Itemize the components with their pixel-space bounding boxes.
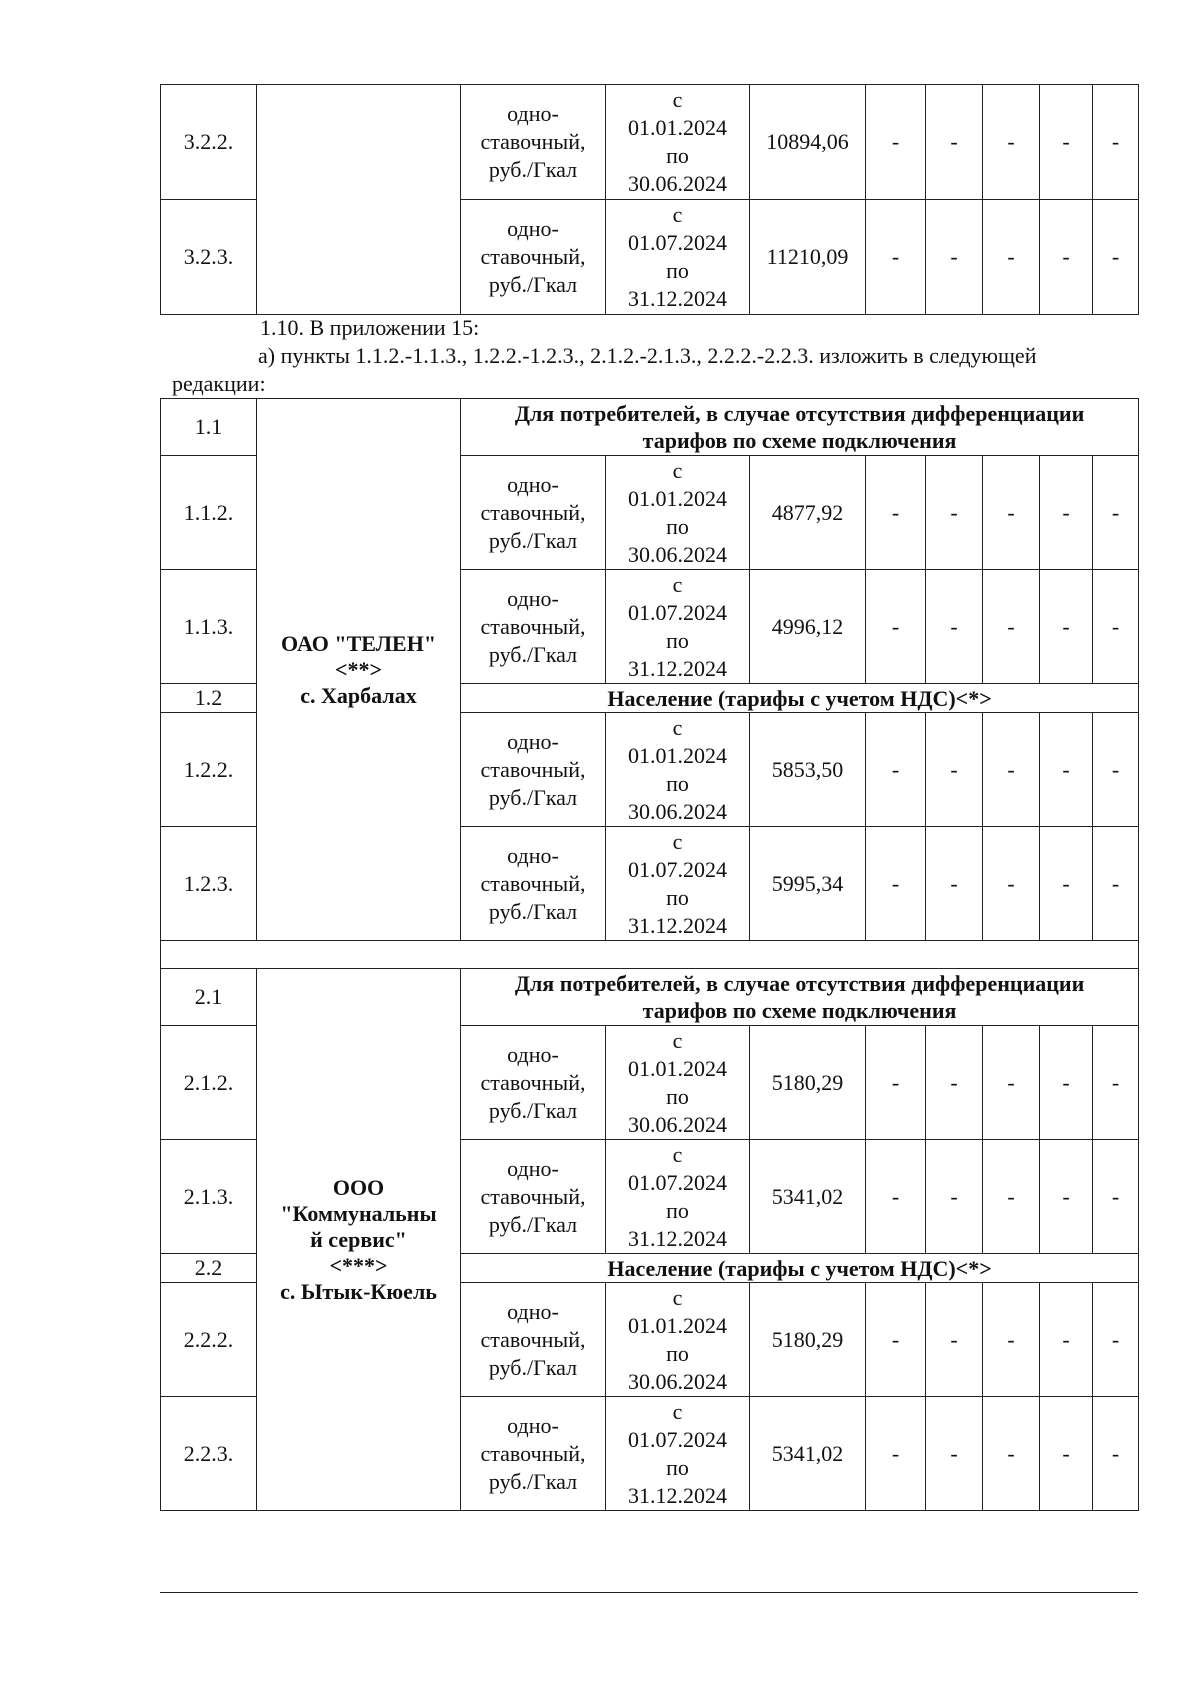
dash-cell: - bbox=[983, 200, 1040, 315]
section-title: Для потребителей, в случае отсутствия дифференциации тарифов по схеме подключения bbox=[461, 969, 1139, 1026]
tariff-value: 5180,29 bbox=[750, 1026, 866, 1140]
dash-cell: - bbox=[866, 713, 926, 827]
tariff-type: одно- ставочный, руб./Гкал bbox=[461, 1026, 606, 1140]
tariff-period: с 01.07.2024 по 31.12.2024 bbox=[606, 827, 750, 941]
tariff-value: 4877,92 bbox=[750, 456, 866, 570]
row-code: 1.2.2. bbox=[161, 713, 257, 827]
dash-cell: - bbox=[983, 1026, 1040, 1140]
dash-cell: - bbox=[926, 570, 983, 684]
dash-cell: - bbox=[983, 85, 1040, 200]
dash-cell: - bbox=[983, 456, 1040, 570]
dash-cell: - bbox=[866, 570, 926, 684]
tariff-period: с 01.07.2024 по 31.12.2024 bbox=[606, 200, 750, 315]
dash-cell: - bbox=[926, 1026, 983, 1140]
amendment-heading: 1.10. В приложении 15: bbox=[260, 315, 480, 340]
dash-cell: - bbox=[926, 200, 983, 315]
section-row bbox=[161, 399, 1139, 456]
section-code: 1.2 bbox=[161, 684, 257, 713]
dash-cell: - bbox=[1093, 456, 1139, 570]
table-row bbox=[161, 85, 1139, 200]
tariff-type: одно- ставочный, руб./Гкал bbox=[461, 1397, 606, 1511]
tariff-type: одно- ставочный, руб./Гкал bbox=[461, 456, 606, 570]
tariff-value: 5341,02 bbox=[750, 1397, 866, 1511]
dash-cell: - bbox=[1093, 713, 1139, 827]
spacer-row bbox=[161, 941, 1139, 969]
tariff-value: 4996,12 bbox=[750, 570, 866, 684]
section-title: Для потребителей, в случае отсутствия дифференциации тарифов по схеме подключения bbox=[461, 399, 1139, 456]
tariff-period: с 01.07.2024 по 31.12.2024 bbox=[606, 570, 750, 684]
tariff-period: с 01.01.2024 по 30.06.2024 bbox=[606, 85, 750, 200]
tariff-value: 5341,02 bbox=[750, 1140, 866, 1254]
tariff-value: 5853,50 bbox=[750, 713, 866, 827]
dash-cell: - bbox=[866, 200, 926, 315]
dash-cell: - bbox=[1040, 200, 1093, 315]
dash-cell: - bbox=[866, 1283, 926, 1397]
org-cell-empty bbox=[257, 85, 461, 315]
row-code: 2.1.2. bbox=[161, 1026, 257, 1140]
dash-cell: - bbox=[1093, 1397, 1139, 1511]
dash-cell: - bbox=[1040, 456, 1093, 570]
tariff-period: с 01.07.2024 по 31.12.2024 bbox=[606, 1397, 750, 1511]
row-code: 1.2.3. bbox=[161, 827, 257, 941]
dash-cell: - bbox=[926, 85, 983, 200]
dash-cell: - bbox=[1040, 713, 1093, 827]
dash-cell: - bbox=[1093, 827, 1139, 941]
dash-cell: - bbox=[1040, 1140, 1093, 1254]
tariff-period: с 01.01.2024 по 30.06.2024 bbox=[606, 713, 750, 827]
tariff-table-main bbox=[160, 398, 1139, 1511]
dash-cell: - bbox=[1093, 1140, 1139, 1254]
dash-cell: - bbox=[1040, 85, 1093, 200]
dash-cell: - bbox=[983, 570, 1040, 684]
dash-cell: - bbox=[926, 456, 983, 570]
org-name: ООО "Коммунальны й сервис" <***> с. Ытык-Кюель bbox=[257, 969, 461, 1511]
org-name: ОАО "ТЕЛЕН" <**> с. Харбалах bbox=[257, 399, 461, 941]
tariff-table-continuation bbox=[160, 84, 1139, 315]
dash-cell: - bbox=[983, 1140, 1040, 1254]
tariff-value: 11210,09 bbox=[750, 200, 866, 315]
dash-cell: - bbox=[1040, 827, 1093, 941]
section-title: Население (тарифы с учетом НДС)<*> bbox=[461, 684, 1139, 713]
section-row bbox=[161, 969, 1139, 1026]
tariff-value: 5180,29 bbox=[750, 1283, 866, 1397]
row-code: 2.1.3. bbox=[161, 1140, 257, 1254]
dash-cell: - bbox=[983, 827, 1040, 941]
dash-cell: - bbox=[1040, 1026, 1093, 1140]
tariff-period: с 01.01.2024 по 30.06.2024 bbox=[606, 456, 750, 570]
dash-cell: - bbox=[926, 1397, 983, 1511]
section-code: 2.1 bbox=[161, 969, 257, 1026]
tariff-period: с 01.01.2024 по 30.06.2024 bbox=[606, 1283, 750, 1397]
dash-cell: - bbox=[1040, 570, 1093, 684]
dash-cell: - bbox=[866, 1140, 926, 1254]
dash-cell: - bbox=[926, 827, 983, 941]
dash-cell: - bbox=[866, 456, 926, 570]
row-code: 1.1.3. bbox=[161, 570, 257, 684]
tariff-type: одно- ставочный, руб./Гкал bbox=[461, 827, 606, 941]
dash-cell: - bbox=[1093, 570, 1139, 684]
tariff-value: 10894,06 bbox=[750, 85, 866, 200]
row-code: 3.2.2. bbox=[161, 85, 257, 200]
section-code: 1.1 bbox=[161, 399, 257, 456]
dash-cell: - bbox=[1093, 1283, 1139, 1397]
dash-cell: - bbox=[1093, 85, 1139, 200]
dash-cell: - bbox=[983, 1283, 1040, 1397]
dash-cell: - bbox=[866, 827, 926, 941]
dash-cell: - bbox=[1040, 1397, 1093, 1511]
dash-cell: - bbox=[926, 713, 983, 827]
dash-cell: - bbox=[926, 1283, 983, 1397]
tariff-type: одно- ставочный, руб./Гкал bbox=[461, 713, 606, 827]
dash-cell: - bbox=[866, 1397, 926, 1511]
row-code: 2.2.3. bbox=[161, 1397, 257, 1511]
dash-cell: - bbox=[1093, 1026, 1139, 1140]
tariff-type: одно- ставочный, руб./Гкал bbox=[461, 1140, 606, 1254]
section-code: 2.2 bbox=[161, 1254, 257, 1283]
row-code: 2.2.2. bbox=[161, 1283, 257, 1397]
dash-cell: - bbox=[866, 85, 926, 200]
dash-cell: - bbox=[983, 1397, 1040, 1511]
dash-cell: - bbox=[866, 1026, 926, 1140]
dash-cell: - bbox=[926, 1140, 983, 1254]
row-code: 1.1.2. bbox=[161, 456, 257, 570]
tariff-period: с 01.07.2024 по 31.12.2024 bbox=[606, 1140, 750, 1254]
tariff-period: с 01.01.2024 по 30.06.2024 bbox=[606, 1026, 750, 1140]
tariff-type: одно- ставочный, руб./Гкал bbox=[461, 200, 606, 315]
tariff-value: 5995,34 bbox=[750, 827, 866, 941]
tariff-type: одно- ставочный, руб./Гкал bbox=[461, 85, 606, 200]
dash-cell: - bbox=[1040, 1283, 1093, 1397]
footer-rule bbox=[160, 1592, 1138, 1593]
amendment-instruction: а) пункты 1.1.2.-1.1.3., 1.2.2.-1.2.3., 2.1.2.-2.1.3., 2.2.2.-2.2.3. изложить в следующей bbox=[258, 343, 1037, 368]
tariff-type: одно- ставочный, руб./Гкал bbox=[461, 570, 606, 684]
tariff-type: одно- ставочный, руб./Гкал bbox=[461, 1283, 606, 1397]
dash-cell: - bbox=[1093, 200, 1139, 315]
section-title: Население (тарифы с учетом НДС)<*> bbox=[461, 1254, 1139, 1283]
dash-cell: - bbox=[983, 713, 1040, 827]
amendment-instruction-cont: редакции: bbox=[172, 371, 266, 396]
row-code: 3.2.3. bbox=[161, 200, 257, 315]
spacer-cell bbox=[161, 941, 1139, 969]
